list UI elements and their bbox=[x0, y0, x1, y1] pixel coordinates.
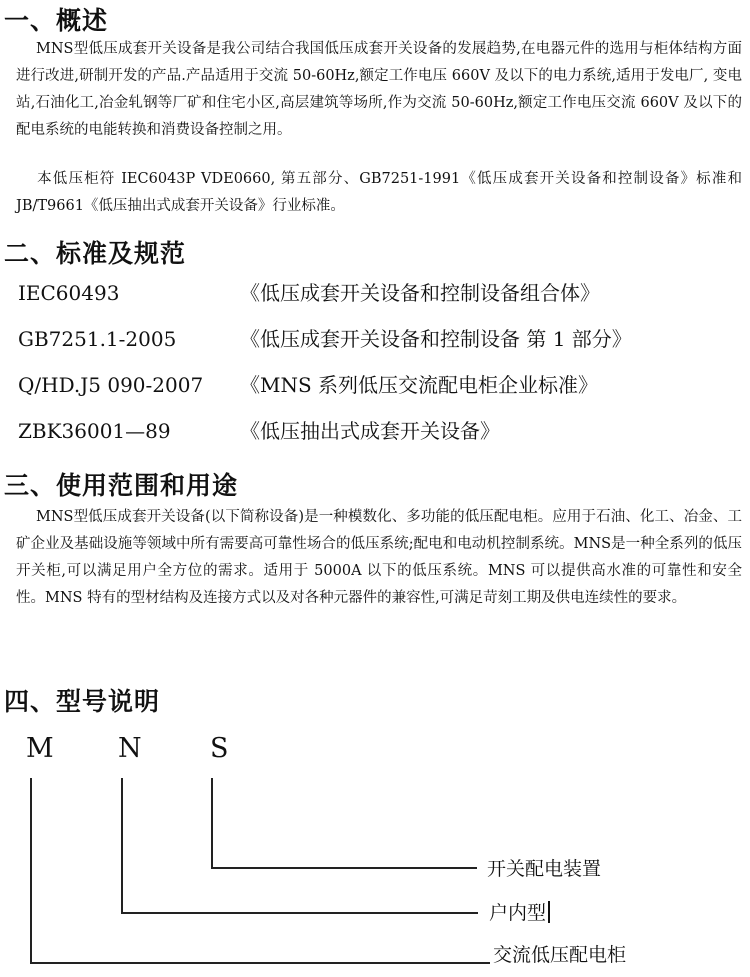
standard-title: 《MNS 系列低压交流配电柜企业标准》 bbox=[240, 373, 599, 397]
model-letter-m: M bbox=[26, 733, 54, 764]
connector-m-vertical bbox=[30, 778, 32, 964]
section1-heading: 一、概述 bbox=[4, 6, 109, 35]
section3-paragraph-text: MNS型低压成套开关设备(以下简称设备)是一种模数化、多功能的低压配电柜。应用于石油、化工、冶金、工矿企业及基础设施等领域中所有需要高可靠性场合的低压系统;配电和电动机控制系统。MNS是一种全系列的低压开关柜,可以满足用户全方位的需求。适用于 5000A 以下的低压系统。MNS 可以提供高水准的可靠性和安全性。MNS 特有的型材结构及连接方式以及对各种元器件的兼容性,可满足苛刻工期及供电连续性的要求。 bbox=[16, 509, 742, 606]
connector-n-horizontal bbox=[121, 912, 478, 914]
connector-m-horizontal bbox=[30, 962, 490, 964]
section1-paragraph2-text: 本低压柜符 IEC6043P VDE0660, 第五部分、GB7251-1991《低压成套开关设备和控制设备》标准和 JB/T9661《低压抽出式成套开关设备》行业标准。 bbox=[16, 171, 742, 214]
label-switchgear: 开关配电装置 bbox=[487, 858, 602, 880]
section4-heading: 四、型号说明 bbox=[4, 687, 161, 716]
standard-title: 《低压抽出式成套开关设备》 bbox=[240, 419, 500, 443]
connector-s-vertical bbox=[211, 778, 213, 869]
text-cursor bbox=[548, 901, 550, 923]
section3-heading: 三、使用范围和用途 bbox=[4, 471, 239, 500]
standard-title: 《低压成套开关设备和控制设备 第 1 部分》 bbox=[240, 327, 632, 351]
connector-s-horizontal bbox=[211, 867, 477, 869]
standard-code: ZBK36001—89 bbox=[18, 419, 171, 443]
section1-paragraph1 bbox=[16, 36, 742, 144]
label-indoor bbox=[489, 900, 550, 926]
label-indoor-text: 户内型 bbox=[489, 902, 547, 924]
model-letter-s: S bbox=[210, 733, 229, 764]
model-letter-n: N bbox=[118, 733, 142, 764]
standard-title: 《低压成套开关设备和控制设备组合体》 bbox=[240, 281, 600, 305]
standard-code: GB7251.1-2005 bbox=[18, 327, 177, 351]
section2-heading: 二、标准及规范 bbox=[4, 239, 187, 268]
section3-paragraph bbox=[16, 504, 742, 612]
section1-paragraph1-text: MNS型低压成套开关设备是我公司结合我国低压成套开关设备的发展趋势,在电器元件的选用与柜体结构方面进行改进,研制开发的产品.产品适用于交流 50-60Hz,额定工作电压 660V 及以下的电力系统,适用于发电厂, 变电站,石油化工,冶金轧钢等厂矿和住宅小区,高层建筑等场所,作为交流 50-60Hz,额定工作电压交流 660V 及以下的配电系统的电能转换和消费设备控制之用。 bbox=[16, 41, 742, 138]
standard-code: IEC60493 bbox=[18, 281, 120, 305]
section1-paragraph2 bbox=[16, 166, 742, 220]
connector-n-vertical bbox=[121, 778, 123, 914]
standard-code: Q/HD.J5 090-2007 bbox=[18, 373, 204, 397]
label-ac-lv-cabinet: 交流低压配电柜 bbox=[493, 944, 627, 966]
